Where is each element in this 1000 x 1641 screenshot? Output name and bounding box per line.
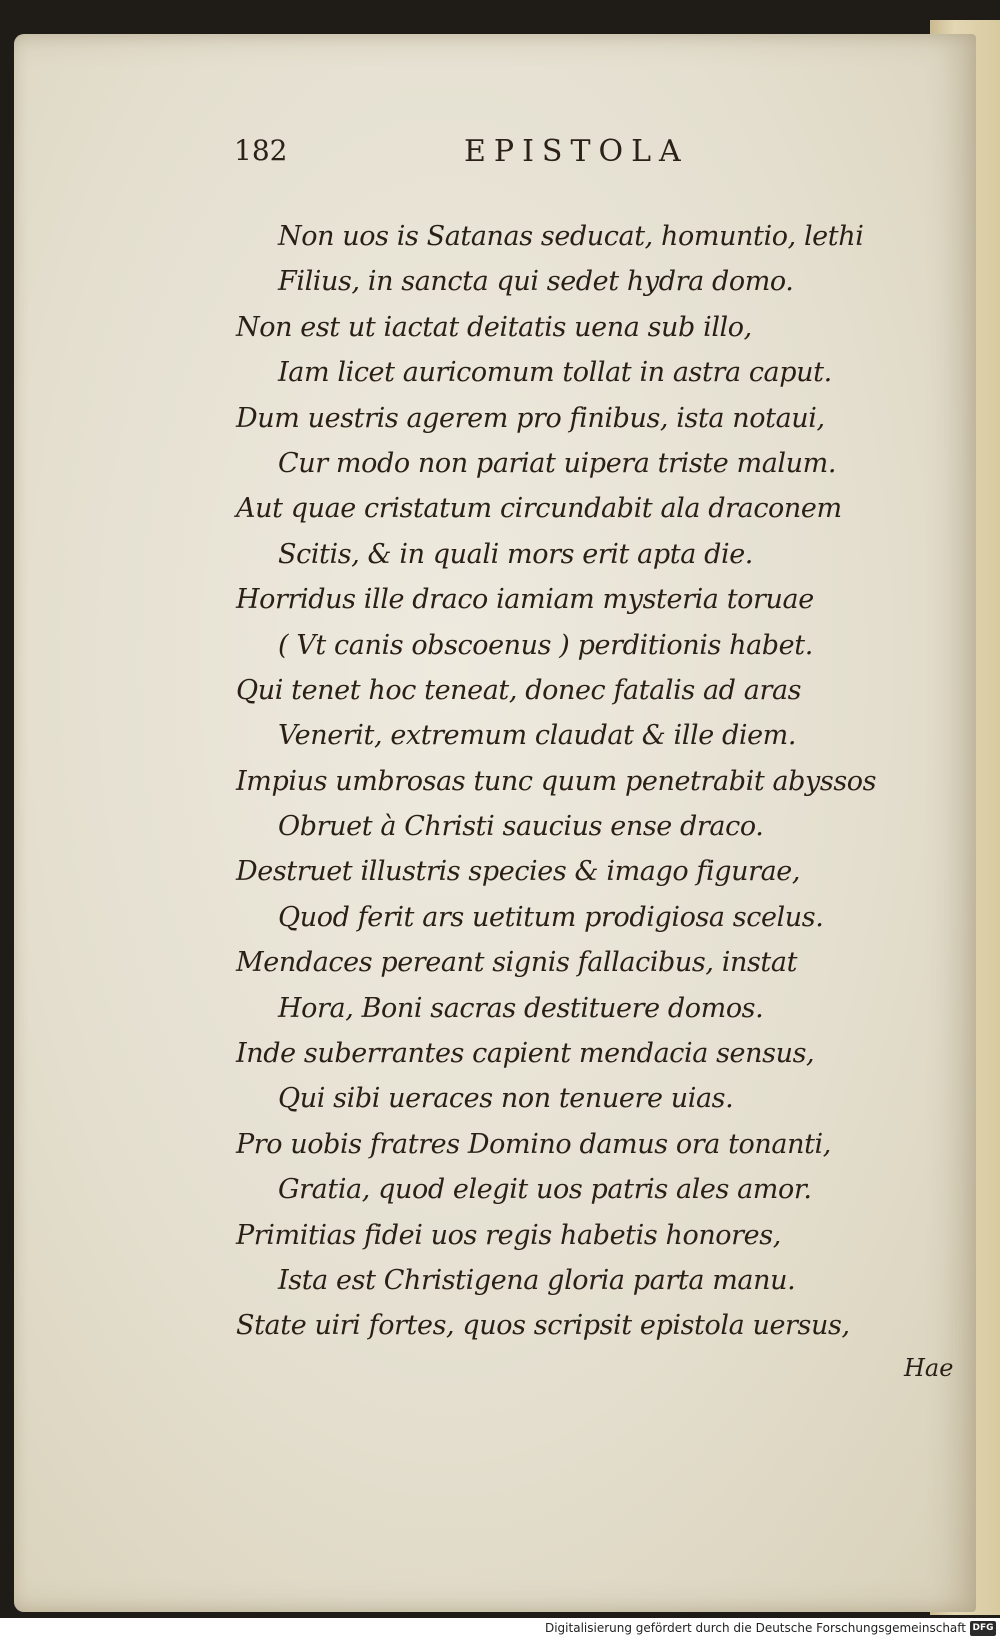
- verse-line: Scitis, & in quali mors erit apta die.: [278, 538, 753, 570]
- verse-line: Qui sibi ueraces non tenuere uias.: [278, 1083, 734, 1115]
- verse-line: Dum uestris agerem pro finibus, ista notaui,: [236, 402, 825, 434]
- verse-line: Qui tenet hoc teneat, donec fatalis ad aras: [236, 674, 802, 706]
- verse-line: Gratia, quod elegit uos patris ales amor.: [278, 1174, 812, 1206]
- verse-line: Cur modo non pariat uipera triste malum.: [278, 447, 837, 479]
- digitization-credit: Digitalisierung gefördert durch die Deutsche Forschungsgemeinschaft: [544, 1621, 966, 1635]
- verse-line: Ista est Christigena gloria parta manu.: [278, 1264, 796, 1296]
- verse-line: Iam licet auricomum tollat in astra caput.: [278, 357, 832, 389]
- verse-line: Horridus ille draco iamiam mysteria toruae: [236, 584, 814, 616]
- page-number: 182: [234, 134, 288, 167]
- book-page: [14, 34, 976, 1612]
- verse-line: Inde suberrantes capient mendacia sensus,: [236, 1038, 815, 1070]
- dfg-logo: DFG: [970, 1621, 996, 1636]
- page-header: [234, 134, 754, 174]
- poem-text: [236, 214, 876, 1349]
- verse-line: Aut quae cristatum circundabit ala draconem: [236, 493, 842, 525]
- verse-line: Quod ferit ars uetitum prodigiosa scelus.: [278, 901, 824, 933]
- verse-line: Non uos is Satanas seducat, homuntio, lethi: [278, 221, 864, 252]
- verse-line: Primitias fidei uos regis habetis honores,: [236, 1219, 781, 1251]
- verse-line: Venerit, extremum claudat & ille diem.: [278, 720, 797, 752]
- verse-line: Filius, in sancta qui sedet hydra domo.: [278, 266, 794, 298]
- verse-line: Non est ut iactat deitatis uena sub illo,: [236, 311, 752, 343]
- footer-bar: [0, 1618, 1000, 1641]
- catchword: Hae: [904, 1354, 954, 1382]
- verse-line: Pro uobis fratres Domino damus ora tonanti,: [236, 1128, 831, 1160]
- verse-line: ( Vt canis obscoenus ) perditionis habet.: [278, 629, 813, 661]
- running-head: EPISTOLA: [464, 134, 689, 169]
- verse-line: Obruet à Christi saucius ense draco.: [278, 811, 764, 843]
- verse-line: Destruet illustris species & imago figurae,: [236, 856, 801, 888]
- verse-line: Hora, Boni sacras destituere domos.: [278, 992, 764, 1024]
- verse-line: Impius umbrosas tunc quum penetrabit abyssos: [236, 765, 877, 797]
- verse-line: Mendaces pereant signis fallacibus, instat: [236, 947, 798, 979]
- verse-line: State uiri fortes, quos scripsit epistola uersus,: [236, 1310, 850, 1342]
